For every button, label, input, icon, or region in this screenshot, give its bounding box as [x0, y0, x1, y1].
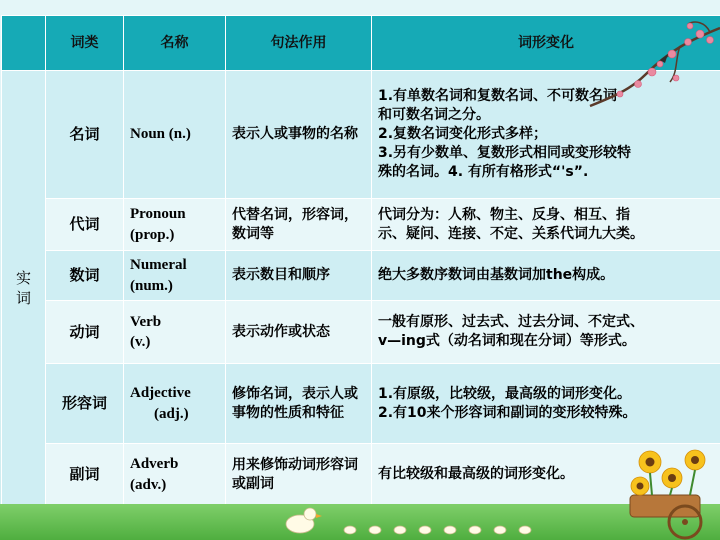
- english-name-line: Adjective: [130, 385, 191, 402]
- table-row: [2, 71, 720, 199]
- change-line: 1.有单数名词和复数名词、不可数名词: [378, 88, 618, 105]
- english-name-line: (adv.): [130, 476, 167, 493]
- table-header-row: [2, 16, 720, 71]
- header-blank-cell: [2, 16, 46, 71]
- english-name-line: Adverb: [130, 456, 179, 473]
- change-line: 和可数名词之分。: [378, 107, 490, 124]
- change-line: 绝大多数序数词由基数词加the构成。: [378, 267, 615, 284]
- cell-change: [372, 301, 720, 364]
- cell-change: [372, 444, 720, 506]
- cell-function: 修饰名词，表示人或事物的性质和特征: [226, 364, 372, 444]
- english-name-line: Numeral: [130, 257, 187, 274]
- cell-function: 代替名词，形容词，数词等: [226, 199, 372, 251]
- english-name-line: Noun (n.): [130, 126, 191, 143]
- cell-category: 动词: [46, 301, 124, 364]
- cell-category: 形容词: [46, 364, 124, 444]
- grass-strip-decoration: [0, 504, 720, 540]
- cell-english-name: [124, 301, 226, 364]
- english-name-line: Pronoun: [130, 206, 186, 223]
- word-class-table: [1, 15, 720, 506]
- table-row: [2, 199, 720, 251]
- cell-english-name: [124, 251, 226, 301]
- english-name-line: (num.): [130, 277, 173, 294]
- table-row: [2, 364, 720, 444]
- change-line: 2.有10来个形容词和副词的变形较特殊。: [378, 404, 637, 421]
- change-line: 殊的名词。4. 有所有格形式“'s”.: [378, 163, 589, 180]
- header-change: 词形变化: [372, 16, 720, 71]
- cell-category: 数词: [46, 251, 124, 301]
- side-label-char-1: 实: [15, 268, 31, 287]
- change-line: 示、疑问、连接、不定、关系代词九大类。: [378, 225, 644, 242]
- cell-english-name: [124, 364, 226, 444]
- english-name-line: (v.): [130, 334, 151, 350]
- cell-change: [372, 364, 720, 444]
- header-name: 名称: [124, 16, 226, 71]
- change-line: 一般有原形、过去式、过去分词、不定式、: [378, 314, 644, 331]
- cell-english-name: [124, 71, 226, 199]
- cell-change: [372, 199, 720, 251]
- cell-change: [372, 251, 720, 301]
- change-line: v—ing式（动名词和现在分词）等形式。: [378, 333, 636, 349]
- change-line: 3.另有少数单、复数形式相同或变形较特: [378, 144, 632, 161]
- side-label-content-words: [2, 71, 46, 506]
- cell-category: 代词: [46, 199, 124, 251]
- cell-category: 副词: [46, 444, 124, 506]
- cell-function: 表示数目和顺序: [226, 251, 372, 301]
- table-row: [2, 444, 720, 506]
- side-label-char-2: 词: [15, 289, 31, 307]
- header-function: 句法作用: [226, 16, 372, 71]
- cell-function: 用来修饰动词形容词或副词: [226, 444, 372, 506]
- cell-english-name: [124, 444, 226, 506]
- cell-category: 名词: [46, 71, 124, 199]
- cell-function: 表示动作或状态: [226, 301, 372, 364]
- english-name-line: Verb: [130, 313, 162, 330]
- english-name-line: (adj.): [154, 405, 189, 422]
- cell-function: 表示人或事物的名称: [226, 71, 372, 199]
- header-category: 词类: [46, 16, 124, 71]
- change-line: 1.有原级，比较级，最高级的词形变化。: [378, 385, 632, 402]
- change-line: 有比较级和最高级的词形变化。: [378, 466, 574, 483]
- table-row: [2, 251, 720, 301]
- change-line: 2.复数名词变化形式多样；: [378, 126, 548, 143]
- cell-change: [372, 71, 720, 199]
- cell-english-name: [124, 199, 226, 251]
- table-row: [2, 301, 720, 364]
- english-name-line: (prop.): [130, 226, 175, 243]
- change-line: 代词分为：人称、物主、反身、相互、指: [378, 206, 630, 223]
